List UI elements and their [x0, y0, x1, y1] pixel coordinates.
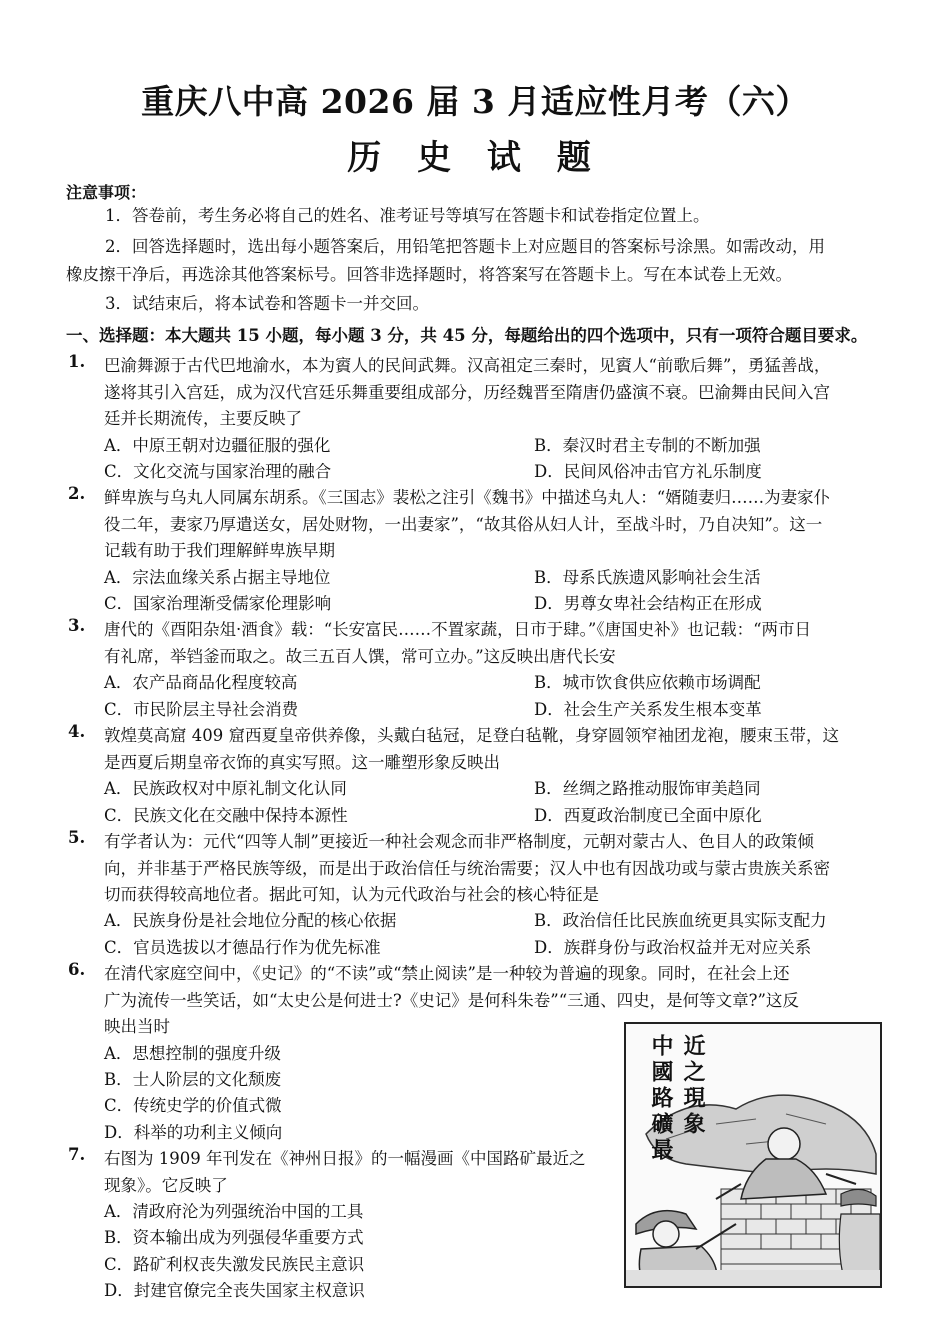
option-b[interactable]: B．母系氏族遗风影响社会生活: [534, 568, 761, 587]
question-text: 廷并长期流传，主要反映了: [104, 409, 302, 428]
question-number: 7.: [68, 1145, 86, 1164]
option-a[interactable]: A．宗法血缘关系占据主导地位: [104, 568, 331, 587]
notice-heading: 注意事项：: [66, 183, 147, 202]
option-d[interactable]: D．民间风俗冲击官方礼乐制度: [534, 462, 762, 481]
option-c[interactable]: C．民族文化在交融中保持本源性: [104, 806, 348, 825]
option-a[interactable]: A．农产品商品化程度较高: [104, 673, 298, 692]
question-text: 役二年，妻家乃厚遣送女，居处财物，一出妻家”，“故其俗从妇人计，至战斗时，乃自决知”。这一: [104, 515, 823, 534]
option-b[interactable]: B．城市饮食供应依赖市场调配: [534, 673, 761, 692]
question-text: 在清代家庭空间中，《史记》的“不读”或“禁止阅读”是一种较为普遍的现象。同时，在社会上还: [104, 964, 790, 983]
option-b[interactable]: B．资本输出成为列强侵华重要方式: [104, 1228, 364, 1247]
question-number: 5.: [68, 828, 86, 847]
question-number: 3.: [68, 616, 86, 635]
option-a[interactable]: A．清政府沦为列强统治中国的工具: [104, 1202, 364, 1221]
question-number: 6.: [68, 960, 86, 979]
notice-line: 2．回答选择题时，选出每小题答案后，用铅笔把答题卡上对应题目的答案标号涂黑。如需改动，用: [105, 237, 825, 256]
question-text: 有礼席，举铛釜而取之。故三五百人馔，常可立办。”这反映出唐代长安: [104, 647, 616, 666]
option-d[interactable]: D．社会生产关系发生根本变革: [534, 700, 762, 719]
section-heading: 一、选择题：本大题共 15 小题，每小题 3 分，共 45 分，每题给出的四个选项中，只有一项符合题目要求。: [66, 326, 868, 345]
question-number: 4.: [68, 722, 86, 741]
option-b[interactable]: B．政治信任比民族血统更具实际支配力: [534, 911, 827, 930]
question-text: 向，并非基于严格民族等级，而是出于政治信任与统治需要；汉人中也有因战功或与蒙古贵族关系密: [104, 859, 830, 878]
exam-subject-title: 历 史 试 题: [347, 138, 603, 178]
question-number: 1.: [68, 352, 86, 371]
question-text: 遂将其引入宫廷，成为汉代宫廷乐舞重要组成部分，历经魏晋至隋唐仍盛演不衰。巴渝舞由民间入宫: [104, 383, 830, 402]
question-text: 右图为 1909 年刊发在《神州日报》的一幅漫画《中国路矿最近之: [104, 1149, 586, 1168]
cartoon-illustration: [624, 1022, 882, 1288]
option-c[interactable]: C．传统史学的价值式微: [104, 1096, 282, 1115]
cartoon-caption-left: 近之現象: [680, 1034, 706, 1138]
option-c[interactable]: C．路矿利权丧失激发民族民主意识: [104, 1255, 365, 1274]
question-text: 唐代的《酉阳杂俎·酒食》载：“长安富民……不置家蔬，日市于肆。”《唐国史补》也记载：“两市日: [104, 620, 812, 639]
question-text: 敦煌莫高窟 409 窟西夏皇帝供养像，头戴白毡冠，足登白毡靴，身穿圆领窄袖团龙袍，腰束玉带，这: [104, 726, 839, 745]
option-b[interactable]: B．士人阶层的文化颓废: [104, 1070, 282, 1089]
question-number: 2.: [68, 484, 86, 503]
notice-line: 1．答卷前，考生务必将自己的姓名、准考证号等填写在答题卡和试卷指定位置上。: [105, 206, 710, 225]
option-d[interactable]: D．科举的功利主义倾向: [104, 1123, 283, 1142]
question-text: 切而获得较高地位者。据此可知，认为元代政治与社会的核心特征是: [104, 885, 599, 904]
question-text: 是西夏后期皇帝衣饰的真实写照。这一雕塑形象反映出: [104, 753, 500, 772]
exam-title: 重庆八中高 2026 届 3 月适应性月考（六）: [141, 82, 809, 121]
option-c[interactable]: C．市民阶层主导社会消费: [104, 700, 299, 719]
option-d[interactable]: D．西夏政治制度已全面中原化: [534, 806, 762, 825]
option-d[interactable]: D．族群身份与政治权益并无对应关系: [534, 938, 812, 957]
question-text: 巴渝舞源于古代巴地渝水，本为賨人的民间武舞。汉高祖定三秦时，见賨人“前歌后舞”，勇猛善战，: [104, 356, 831, 375]
option-a[interactable]: A．思想控制的强度升级: [104, 1044, 281, 1063]
option-a[interactable]: A．民族政权对中原礼制文化认同: [104, 779, 347, 798]
option-b[interactable]: B．丝绸之路推动服饰审美趋同: [534, 779, 761, 798]
question-text: 广为流传一些笑话，如“太史公是何进士?《史记》是何科朱卷”“三通、四史，是何等文章?”这反: [104, 991, 799, 1010]
question-text: 现象》。它反映了: [104, 1176, 228, 1195]
option-c[interactable]: C．官员选拔以才德品行作为优先标准: [104, 938, 381, 957]
option-d[interactable]: D．封建官僚完全丧失国家主权意识: [104, 1281, 365, 1300]
option-a[interactable]: A．民族身份是社会地位分配的核心依据: [104, 911, 397, 930]
option-b[interactable]: B．秦汉时君主专制的不断加强: [534, 436, 761, 455]
notice-line: 橡皮擦干净后，再选涂其他答案标号。回答非选择题时，将答案写在答题卡上。写在本试卷上无效。: [66, 265, 792, 284]
option-c[interactable]: C．文化交流与国家治理的融合: [104, 462, 332, 481]
cartoon-caption-right: 中國路礦最: [648, 1034, 674, 1164]
option-d[interactable]: D．男尊女卑社会结构正在形成: [534, 594, 762, 613]
question-text: 鲜卑族与乌丸人同属东胡系。《三国志》裴松之注引《魏书》中描述乌丸人：“婿随妻归……为妻家仆: [104, 488, 831, 507]
option-a[interactable]: A．中原王朝对边疆征服的强化: [104, 436, 331, 455]
notice-line: 3．试结束后，将本试卷和答题卡一并交回。: [105, 294, 429, 313]
question-text: 记载有助于我们理解鲜卑族早期: [104, 541, 335, 560]
option-c[interactable]: C．国家治理渐受儒家伦理影响: [104, 594, 332, 613]
question-text: 映出当时: [104, 1017, 170, 1036]
question-text: 有学者认为：元代“四等人制”更接近一种社会观念而非严格制度，元朝对蒙古人、色目人的政策倾: [104, 832, 814, 851]
